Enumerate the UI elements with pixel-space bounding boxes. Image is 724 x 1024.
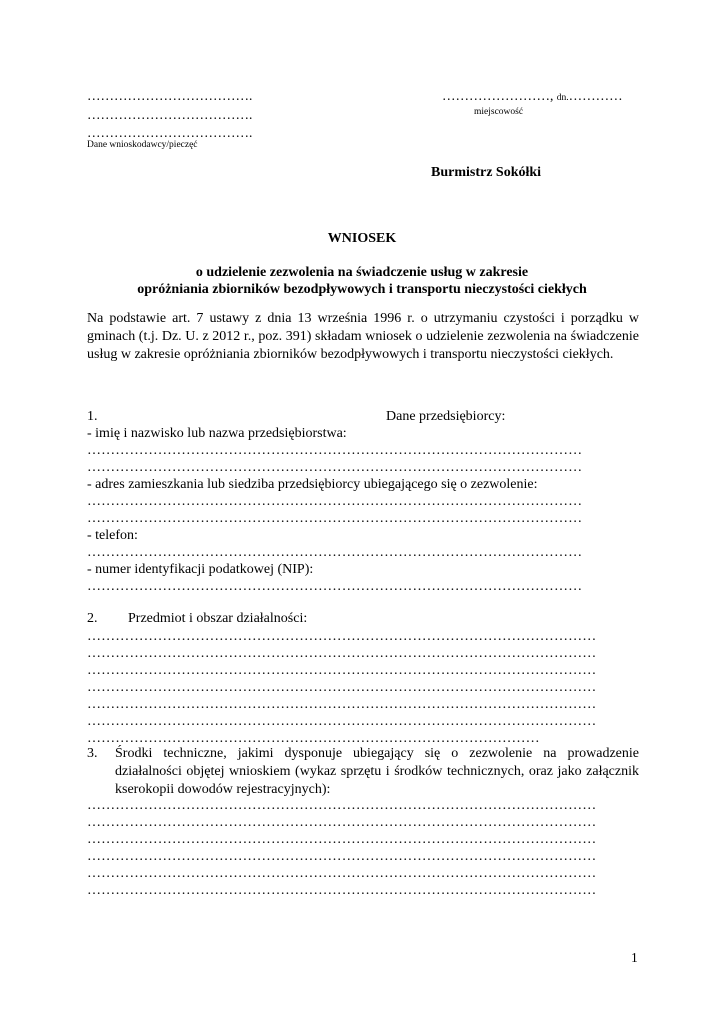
section-1-heading: Dane przedsiębiorcy: xyxy=(386,409,506,424)
section-3-text: Środki techniczne, jakimi dysponuje ubiegający się o zezwolenie na prowadzenie działalności objętej wnioskiem (wykaz sprzętu i środków technicznych, oraz jako załącznik kserokopii dowodów rejestracyjnych): xyxy=(115,746,639,797)
section-2-line-1: ……………………………………………………………………………………………… xyxy=(87,629,597,644)
section-2-line-7: …………………………………………………………………………………… xyxy=(87,731,540,746)
field-line-address-2: …………………………………………………………………………………………… xyxy=(87,511,583,526)
section-3-line-1: ……………………………………………………………………………………………… xyxy=(87,798,597,813)
section-3-line-4: ……………………………………………………………………………………………… xyxy=(87,849,597,864)
section-2-number: 2. xyxy=(87,611,98,626)
field-line-phone: …………………………………………………………………………………………… xyxy=(87,545,583,560)
section-2-line-2: ……………………………………………………………………………………………… xyxy=(87,646,597,661)
section-2-line-3: ……………………………………………………………………………………………… xyxy=(87,663,597,678)
date-label: dn. xyxy=(556,93,569,103)
section-3-line-6: ……………………………………………………………………………………………… xyxy=(87,883,597,898)
field-label-phone: - telefon: xyxy=(87,528,138,543)
section-2-line-6: ……………………………………………………………………………………………… xyxy=(87,714,597,729)
section-3-line-2: ……………………………………………………………………………………………… xyxy=(87,815,597,830)
section-3-line-3: ……………………………………………………………………………………………… xyxy=(87,832,597,847)
field-line-name-1: …………………………………………………………………………………………… xyxy=(87,443,583,458)
section-2-heading: Przedmiot i obszar działalności: xyxy=(128,611,308,626)
applicant-dots-1: ………………………………. xyxy=(87,88,253,103)
field-line-address-1: …………………………………………………………………………………………… xyxy=(87,494,583,509)
place-dots: ……………………, xyxy=(442,88,557,103)
subtitle-line-1: o udzielenie zezwolenia na świadczenie usług w zakresie xyxy=(195,265,529,280)
date-dots: ………… xyxy=(568,88,623,103)
applicant-dots-2: ………………………………. xyxy=(87,107,253,122)
field-line-name-2: …………………………………………………………………………………………… xyxy=(87,460,583,475)
section-2-line-4: ……………………………………………………………………………………………… xyxy=(87,680,597,695)
place-caption: miejscowość xyxy=(474,107,524,117)
field-label-nip: - numer identyfikacji podatkowej (NIP): xyxy=(87,562,314,577)
subtitle-line-2: opróżniania zbiorników bezodpływowych i transportu nieczystości ciekłych xyxy=(137,282,587,297)
place-date-line xyxy=(442,88,623,104)
section-3-number: 3. xyxy=(87,746,98,761)
field-label-address: - adres zamieszkania lub siedziba przedsiębiorcy ubiegającego się o zezwolenie: xyxy=(87,477,538,492)
applicant-caption: Dane wnioskodawcy/pieczęć xyxy=(87,140,198,150)
page-number: 1 xyxy=(631,950,638,965)
section-3-line-5: ……………………………………………………………………………………………… xyxy=(87,866,597,881)
field-line-nip: …………………………………………………………………………………………… xyxy=(87,579,583,594)
applicant-dots-3: ………………………………. xyxy=(87,125,253,140)
section-2-line-5: ……………………………………………………………………………………………… xyxy=(87,697,597,712)
document-title: WNIOSEK xyxy=(327,231,397,246)
field-label-name: - imię i nazwisko lub nazwa przedsiębiorstwa: xyxy=(87,426,347,441)
section-1-number: 1. xyxy=(87,409,98,424)
addressee: Burmistrz Sokółki xyxy=(431,165,542,180)
intro-paragraph: Na podstawie art. 7 ustawy z dnia 13 września 1996 r. o utrzymaniu czystości i porządku w gminach (t.j. Dz. U. z 2012 r., poz. 391) składam wniosek o udzielenie zezwolenia na świadczenie usług w zakresie opróżniania zbiorników bezodpływowych i transportu nieczystości ciekłych. xyxy=(87,311,639,362)
